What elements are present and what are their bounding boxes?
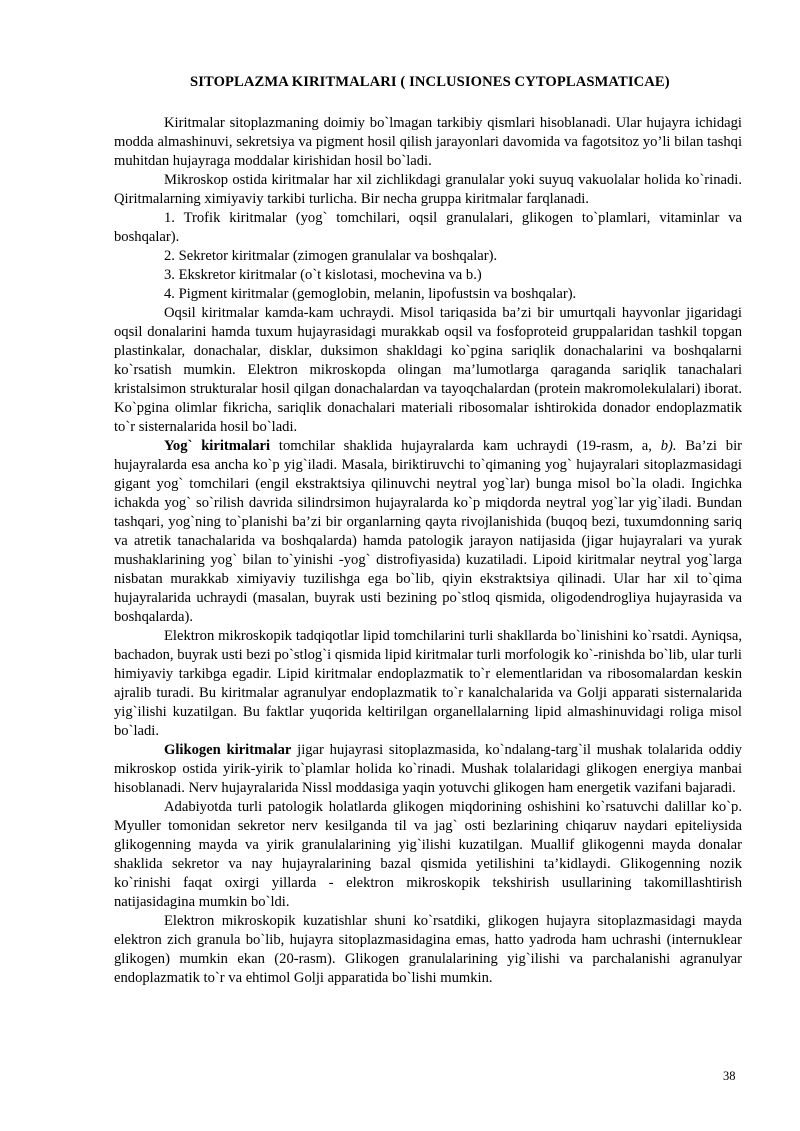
list-item-sekretor: 2. Sekretor kiritmalar (zimogen granulalar va boshqalar). (164, 248, 498, 264)
paragraph-elektron-lipid: Elektron mikroskopik tadqiqotlar lipid tomchilarini turli shakllarda bo`linishini ko`rsatdi. Ayniqsa, bachadon, buyrak usti bezi po`stlog`i qismida lipid kiritmalar turli morfologik ko`-rinishda bo`lib, ular turli himiyaviy tarkibga egadir. Lipid kiritmalar endoplazmatik to`r elementlaridan va ribosomalardan keskin ajralib turadi. Bu kiritmalar agranulyar endoplazmatik to`r kanalchalarida va Golji apparati sisternalarida yig`ilishi kuzatilgan. Bu faktlar yuqorida keltirilgan organellalarning lipid almashinuvidagi roliga misol bo`ladi. (114, 628, 742, 739)
paragraph-glikogen-rest: jigar hujayrasi sitoplazmasida, ko`ndalang-targ`il mushak tolalarida oddiy mikroskop ostida yirik-yirik to`plamlar holida ko`rinadi. Mushak tolalaridagi glikogen energiya manbai hisoblanadi. Nerv hujayralarida Nissl moddasiga yaqin yotuvchi glikogen ham energetik vazifani bajaradi. (114, 742, 742, 796)
term-glikogen-kiritmalar: Glikogen kiritmalar (164, 742, 292, 758)
paragraph-intro: Kiritmalar sitoplazmaning doimiy bo`lmagan tarkibiy qismlari hisoblanadi. Ular hujayra ichidagi modda almashinuvi, sekretsiya va pigment hosil qilish jarayonlari davomida va fagotsitoz yo’li bilan tashqi muhitdan hujayraga moddalar kirishidan hosil bo`ladi. (114, 115, 742, 169)
list-item-trofik: 1. Trofik kiritmalar (yog` tomchilari, oqsil granulalari, glikogen to`plamlari, vitaminlar va boshqalar). (114, 210, 742, 245)
document-body (114, 114, 742, 988)
page-number: 38 (723, 1069, 736, 1083)
list-item-ekskretor: 3. Ekskretor kiritmalar (o`t kislotasi, mochevina va b.) (164, 267, 482, 283)
paragraph-yog (114, 437, 742, 627)
paragraph-elektron-glikogen: Elektron mikroskopik kuzatishlar shuni ko`rsatdiki, glikogen hujayra sitoplazmasidagi mayda elektron zich granula bo`lib, hujayra sitoplazmasidagina emas, hatto yadroda ham uchrashi (internuklear glikogen) mumkin ekan (20-rasm). Glikogen granulalarining yig`ilishi va parchalanishi agranulyar endoplazmatik to`r va ehtimol Golji apparatida bo`lishi mumkin. (114, 913, 742, 986)
page-title: SITOPLAZMA KIRITMALARI ( INCLUSIONES CYTOPLASMATICAE) (190, 74, 670, 90)
paragraph-oqsil: Oqsil kiritmalar kamda-kam uchraydi. Misol tariqasida ba’zi bir umurtqali hayvonlar jigaridagi oqsil donalarini hamda tuxum hujayrasidagi murakkab oqsil va fosfoproteid gruppalaridan tashkil topgan plastinkalar, donachalar, disklar, duksimon shakldagi ko`pgina sariqlik donachalarini va boshqalarni ko`rsatish mumkin. Elektron mikroskopda olingan ma’lumotlarga qaraganda sariqlik tanachalari kristalsimon strukturalar hosil qilgan donachalardan va tayoqchalardan (protein makromolekulalari) iborat. Ko`pgina olimlar fikricha, sariqlik donachalari materiali ribosomalar ishtirokida donador endoplazmatik to`r sisternalarida hosil bo`ladi. (114, 305, 742, 435)
paragraph-yog-text: tomchilar shaklida hujayralarda kam uchraydi (19-rasm, a, (270, 438, 661, 454)
figure-ref-italic: b). (660, 438, 677, 454)
list-item-pigment: 4. Pigment kiritmalar (gemoglobin, melanin, lipofustsin va boshqalar). (164, 286, 577, 302)
term-yog-kiritmalari: Yog` kiritmalari (164, 438, 271, 454)
paragraph-adabiyot: Adabiyotda turli patologik holatlarda glikogen miqdorining oshishini ko`rsatuvchi dalillar ko`p. Myuller tomonidan sekretor nerv kesilganda til va jag` osti bezlarining chiqaruv naydari epiteliysida glikogenning mayda va yirik granulalarining yig`ilishi kuzatilgan. Muallif glikogenni mayda donalar shaklida sekretor va nay hujayralarining bazal qismida yetilishini ta’kidlaydi. Glikogenning nozik ko`rinishi faqat oxirgi yillarda - elektron mikroskopik tekshirish usullarining takomillashtirish natijasidagina mumkin bo`ldi. (114, 799, 742, 910)
paragraph-microscope: Mikroskop ostida kiritmalar har xil zichlikdagi granulalar yoki suyuq vakuolalar holida ko`rinadi. Qiritmalarning ximiyaviy tarkibi turlicha. Bir necha gruppa kiritmalar farqlanadi. (114, 172, 742, 207)
paragraph-yog-rest: Ba’zi bir hujayralarda esa ancha ko`p yig`iladi. Masala, biriktiruvchi to`qimaning yog` hujayralari sitoplazmasidagi gigant yog` tomchilari (engil ekstraktsiya qilinuvchi neytral yog`lar) bunga misol bo`la oladi. Ingichka ichakda yog` so`rilish davrida silindrsimon hujayralarda ko`p miqdorda neytral yog`lar yig`iladi. Bundan tashqari, yog`ning to`planishi ba’zi bir organlarning qayta rivojlanishida (buqoq bezi, tuxumdonning sariq va atretik tanachalarida va boshqalarda) hamda patologik jarayon natijasida (jigar hujayralari va yurak mushaklarining yog` bilan to`yinishi -yog` distrofiyasida) kuzatiladi. Lipoid kiritmalar neytral yog`larga nisbatan murakkab ximiyaviy tuzilishga ega bo`lib, qiyin ekstraktsiya qilinadi. Ular har xil to`qima hujayralarida uchraydi (masalan, buyrak usti bezining po`stloq qismida, oligodendrogliya hujayrasida va boshqalarda). (114, 438, 742, 625)
paragraph-glikogen (114, 741, 742, 798)
